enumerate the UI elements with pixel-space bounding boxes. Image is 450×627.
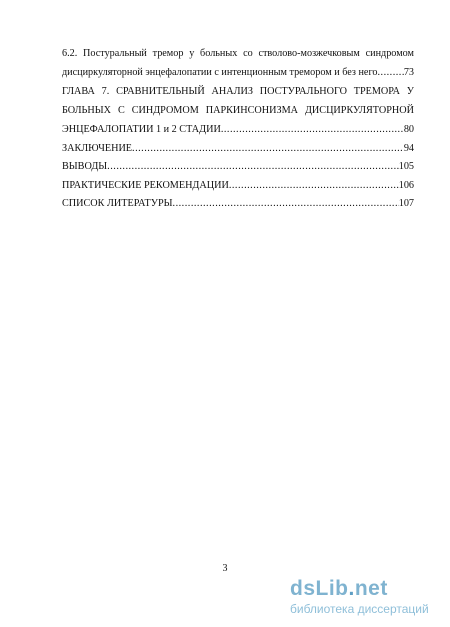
toc-chapter-7-page: 80 [403, 124, 414, 135]
toc-chapter-7-line-1: ГЛАВА 7. СРАВНИТЕЛЬНЫЙ АНАЛИЗ ПОСТУРАЛЬНОГО ТРЕМОРА У [62, 86, 414, 97]
toc-references-page: 107 [398, 198, 414, 209]
watermark-logo-main: dsLib [290, 577, 349, 600]
toc-conclusion [62, 142, 414, 155]
toc-entry-6-2-page: 73 [403, 67, 414, 78]
toc-leader-dots [221, 123, 404, 136]
toc-findings-title: ВЫВОДЫ [62, 161, 108, 172]
toc-conclusion-page: 94 [403, 143, 414, 154]
toc-chapter-7-title-end: ЭНЦЕФАЛОПАТИИ 1 и 2 СТАДИИ [62, 124, 221, 135]
toc-entry-6-2-line-1: 6.2. Постуральный тремор у больных со стволово-мозжечковым синдромом [62, 48, 414, 59]
toc-findings [62, 160, 414, 173]
toc-entry-6-2-line-2 [62, 66, 414, 79]
toc-conclusion-title: ЗАКЛЮЧЕНИЕ [62, 143, 133, 154]
watermark [290, 578, 442, 616]
toc-leader-dots [229, 179, 399, 192]
toc-chapter-7-line-3 [62, 123, 414, 136]
toc-leader-dots [107, 160, 399, 173]
toc-chapter-7-line-2: БОЛЬНЫХ С СИНДРОМОМ ПАРКИНСОНИЗМА ДИСЦИРКУЛЯТОРНОЙ [62, 105, 414, 116]
watermark-logo [290, 578, 442, 600]
toc-recommendations-title: ПРАКТИЧЕСКИЕ РЕКОМЕНДАЦИИ [62, 180, 229, 191]
toc-recommendations [62, 179, 414, 192]
watermark-logo-tld: net [354, 577, 388, 600]
toc-leader-dots [377, 66, 403, 79]
toc-leader-dots [173, 197, 399, 210]
watermark-subtitle: библиотека диссертаций [290, 602, 429, 616]
toc-recommendations-page: 106 [398, 180, 414, 191]
toc-leader-dots [132, 142, 404, 155]
toc-findings-page: 105 [398, 161, 414, 172]
watermark-logo-dot: . [348, 577, 355, 600]
page-number: 3 [222, 563, 228, 574]
toc-references [62, 197, 414, 210]
toc-references-title: СПИСОК ЛИТЕРАТУРЫ [62, 198, 173, 209]
toc-entry-6-2-title: дисциркуляторной энцефалопатии с интенционным тремором и без него [62, 67, 378, 78]
